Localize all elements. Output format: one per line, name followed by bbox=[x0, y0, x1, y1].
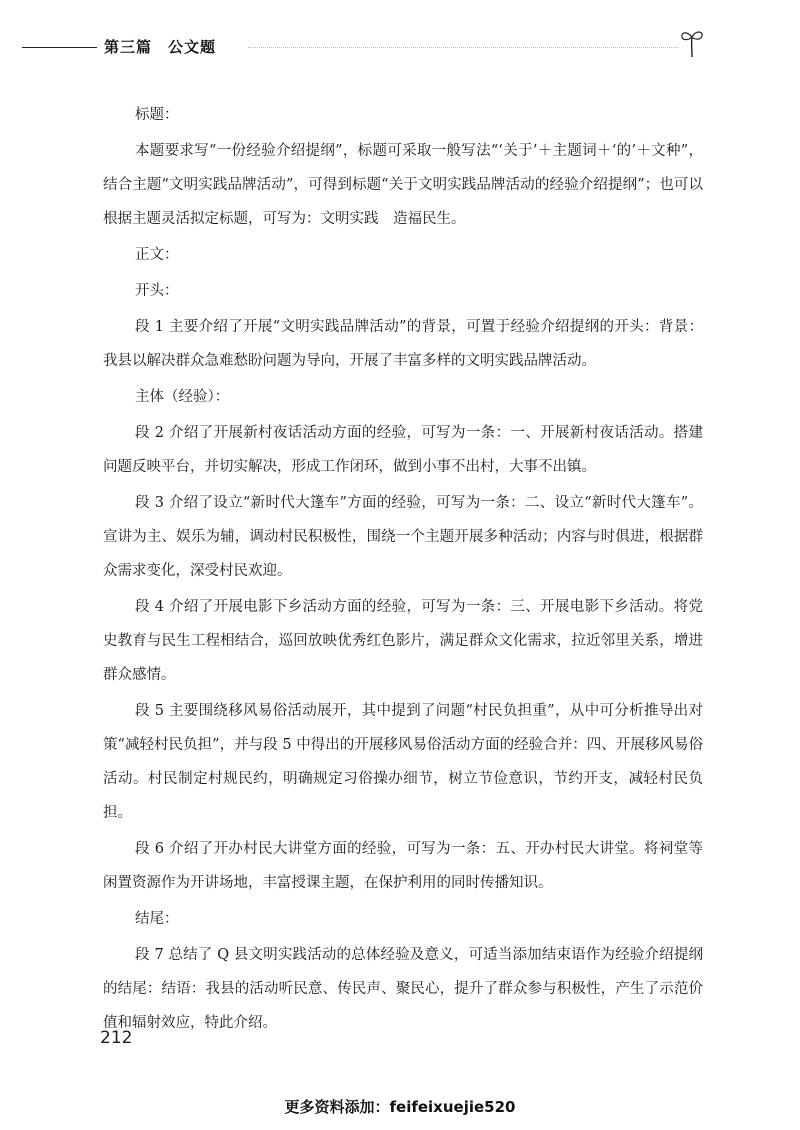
paragraph-experience-1: 段 2 介绍了开展新村夜话活动方面的经验，可写为一条：一、开展新村夜话活动。搭建问题反映平台，并切实解决，形成工作闭环，做到小事不出村，大事不出镇。 bbox=[103, 425, 703, 475]
sprout-icon bbox=[678, 28, 706, 58]
header-dotted-rule bbox=[248, 47, 678, 48]
paragraph-title-explanation: 本题要求写“一份经验介绍提纲”，标题可采取一般写法“‘关于’＋主题词＋‘的’＋文种”，结合主题“文明实践品牌活动”，可得到标题“关于文明实践品牌活动的经验介绍提纲”；也可以根据主题灵活拟定标题，可写为：文明实践 造福民生。 bbox=[103, 143, 703, 227]
header-rule bbox=[22, 47, 97, 48]
paragraph-experience-2: 段 3 介绍了设立“新时代大篷车”方面的经验，可写为一条：二、设立“新时代大篷车”。宣讲为主、娱乐为辅，调动村民积极性，围绕一个主题开展多种活动；内容与时俱进，根据群众需求变化，深受村民欢迎。 bbox=[103, 495, 703, 579]
paragraph-ending: 段 7 总结了 Q 县文明实践活动的总体经验及意义，可适当添加结束语作为经验介绍提纲的结尾：结语：我县的活动听民意、传民声、聚民心，提升了群众参与积极性，产生了示范价值和辐射效应，特此介绍。 bbox=[103, 947, 703, 1031]
chapter-title: 第三篇 公文题 bbox=[104, 38, 217, 56]
section-label-title: 标题： bbox=[135, 107, 179, 123]
section-label-body: 正文： bbox=[135, 247, 179, 263]
section-label-main: 主体（经验）： bbox=[135, 389, 230, 405]
paragraph-experience-5: 段 6 介绍了开办村民大讲堂方面的经验，可写为一条：五、开办村民大讲堂。将祠堂等闲置资源作为开讲场地，丰富授课主题，在保护利用的同时传播知识。 bbox=[103, 841, 703, 891]
page-number: 212 bbox=[100, 1028, 133, 1048]
article-body bbox=[103, 98, 703, 1042]
section-label-ending: 结尾： bbox=[135, 911, 179, 927]
footer-note: 更多资料添加：feifeixuejie520 bbox=[284, 1098, 516, 1116]
paragraph-experience-3: 段 4 介绍了开展电影下乡活动方面的经验，可写为一条：三、开展电影下乡活动。将党史教育与民生工程相结合，巡回放映优秀红色影片，满足群众文化需求，拉近邻里关系，增进群众感情。 bbox=[103, 599, 703, 683]
paragraph-experience-4: 段 5 主要围绕移风易俗活动展开，其中提到了问题“村民负担重”，从中可分析推导出对策“减轻村民负担”，并与段 5 中得出的开展移风易俗活动方面的经验合并：四、开展移风易俗活动。村民制定村规民约，明确规定习俗操办细节，树立节俭意识，节约开支，减轻村民负担。 bbox=[103, 703, 703, 821]
running-header bbox=[0, 28, 800, 68]
paragraph-opening: 段 1 主要介绍了开展“文明实践品牌活动”的背景，可置于经验介绍提纲的开头：背景：我县以解决群众急难愁盼问题为导向，开展了丰富多样的文明实践品牌活动。 bbox=[103, 319, 703, 369]
section-label-opening: 开头： bbox=[135, 283, 179, 299]
